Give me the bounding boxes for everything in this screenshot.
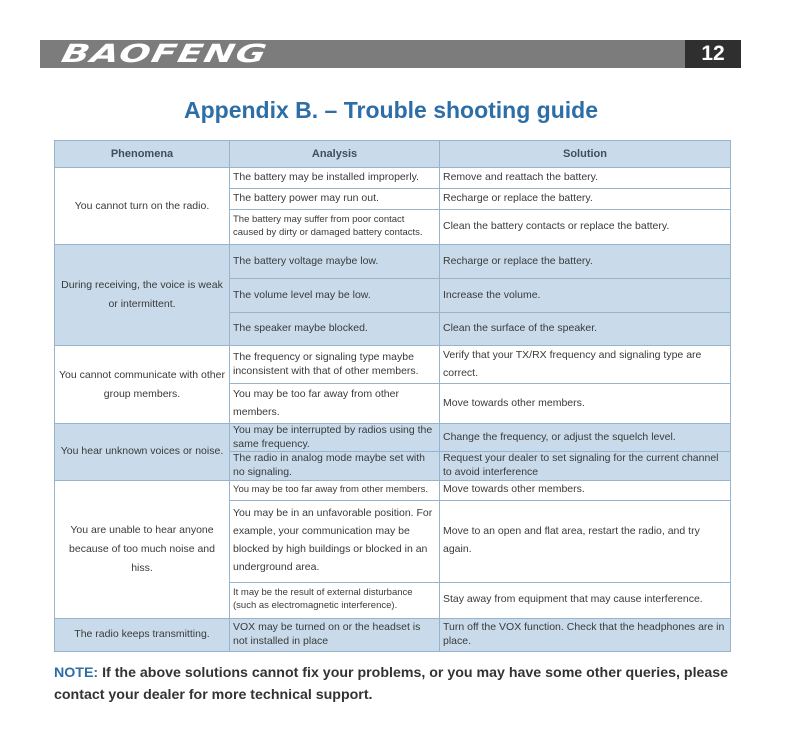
analysis-cell: You may be in an unfavorable position. For example, your communication may be blocked by high buildings or blocked in an underground area.: [230, 500, 440, 582]
table-row: [55, 245, 731, 279]
table-row: [55, 424, 731, 452]
analysis-cell: You may be too far away from other members.: [230, 384, 440, 424]
solution-cell: Request your dealer to set signaling for the current channel to avoid interference: [440, 452, 731, 480]
analysis-cell: The battery voltage maybe low.: [230, 245, 440, 279]
solution-cell: Turn off the VOX function. Check that the headphones are in place.: [440, 618, 731, 651]
solution-cell: Recharge or replace the battery.: [440, 189, 731, 210]
table-row: [55, 480, 731, 500]
solution-cell: Stay away from equipment that may cause interference.: [440, 582, 731, 618]
table-header-row: [55, 141, 731, 168]
column-header-analysis: Analysis: [230, 141, 440, 168]
troubleshooting-table: [54, 140, 731, 652]
page-title: Appendix B. – Trouble shooting guide: [184, 97, 598, 123]
page-number: 12: [685, 40, 741, 68]
column-header-phenomena: Phenomena: [55, 141, 230, 168]
analysis-cell: It may be the result of external disturbance (such as electromagnetic interference).: [230, 582, 440, 618]
analysis-cell: The radio in analog mode maybe set with no signaling.: [230, 452, 440, 480]
page-header: [40, 40, 741, 68]
phenomena-cell: You cannot communicate with other group members.: [55, 346, 230, 424]
analysis-cell: The battery may be installed improperly.: [230, 168, 440, 189]
solution-cell: Clean the battery contacts or replace the battery.: [440, 210, 731, 245]
phenomena-cell: During receiving, the voice is weak or intermittent.: [55, 245, 230, 346]
solution-cell: Move towards other members.: [440, 384, 731, 424]
solution-cell: Recharge or replace the battery.: [440, 245, 731, 279]
analysis-cell: The speaker maybe blocked.: [230, 313, 440, 346]
solution-cell: Increase the volume.: [440, 279, 731, 313]
solution-cell: Verify that your TX/RX frequency and signaling type are correct.: [440, 346, 731, 384]
analysis-cell: The volume level may be low.: [230, 279, 440, 313]
solution-cell: Remove and reattach the battery.: [440, 168, 731, 189]
table-row: [55, 618, 731, 651]
analysis-cell: The frequency or signaling type maybe inconsistent with that of other members.: [230, 346, 440, 384]
table-row: [55, 168, 731, 189]
note-label: NOTE:: [54, 665, 99, 681]
analysis-cell: You may be too far away from other members.: [230, 480, 440, 500]
analysis-cell: The battery power may run out.: [230, 189, 440, 210]
solution-cell: Move towards other members.: [440, 480, 731, 500]
note-text: If the above solutions cannot fix your problems, or you may have some other queries, please contact your dealer for more technical support.: [54, 665, 729, 703]
phenomena-cell: The radio keeps transmitting.: [55, 618, 230, 651]
solution-cell: Move to an open and flat area, restart the radio, and try again.: [440, 500, 731, 582]
analysis-cell: The battery may suffer from poor contact caused by dirty or damaged battery contacts.: [230, 210, 440, 245]
column-header-solution: Solution: [440, 141, 731, 168]
note-paragraph: [54, 662, 759, 706]
brand-logo: BAOFENG: [59, 39, 271, 68]
solution-cell: Clean the surface of the speaker.: [440, 313, 731, 346]
analysis-cell: VOX may be turned on or the headset is not installed in place: [230, 618, 440, 651]
phenomena-cell: You hear unknown voices or noise.: [55, 424, 230, 481]
phenomena-cell: You are unable to hear anyone because of too much noise and hiss.: [55, 480, 230, 618]
analysis-cell: You may be interrupted by radios using the same frequency.: [230, 424, 440, 452]
table-row: [55, 346, 731, 384]
phenomena-cell: You cannot turn on the radio.: [55, 168, 230, 245]
solution-cell: Change the frequency, or adjust the squelch level.: [440, 424, 731, 452]
